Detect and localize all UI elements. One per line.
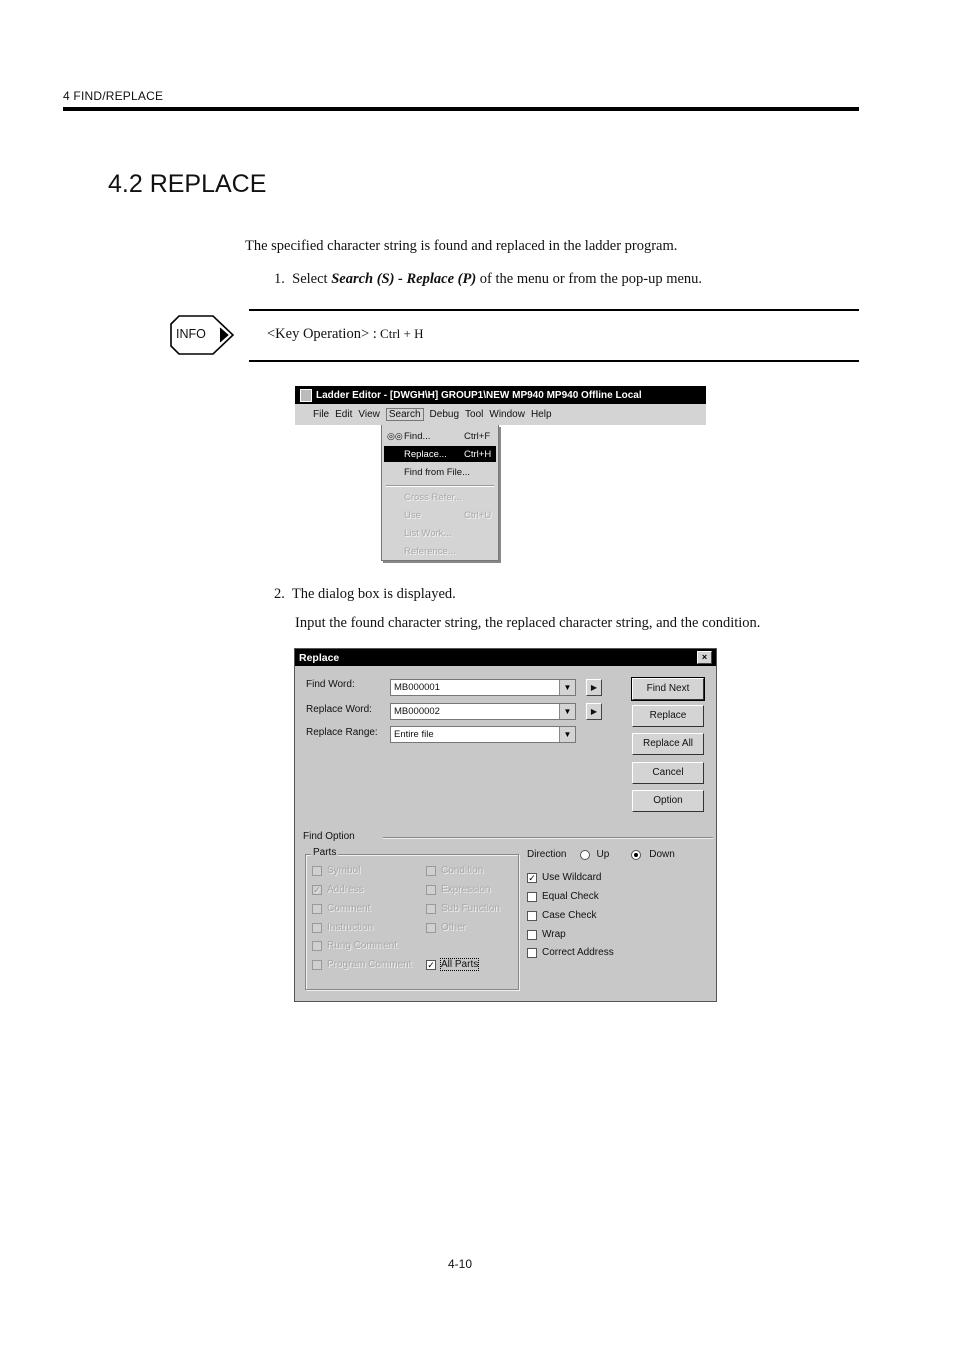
chevron-down-icon[interactable]: ▼ [559, 704, 575, 719]
replace-range-value: Entire file [394, 729, 434, 740]
info-top-rule [249, 309, 859, 311]
menu-search[interactable]: Search [386, 408, 424, 421]
menu-separator [386, 485, 494, 487]
parts-comment-checkbox[interactable]: Comment [312, 903, 370, 914]
menu-tool[interactable]: Tool [465, 409, 484, 420]
menu-window[interactable]: Window [489, 409, 525, 420]
step-2-number: 2. [274, 586, 285, 602]
find-word-combo[interactable] [390, 679, 576, 696]
menu-view[interactable]: View [358, 409, 380, 420]
all-parts-checkbox[interactable]: ✓ All Parts [427, 959, 479, 970]
app-title: Ladder Editor - [DWGH\H] GROUP1\NEW MP940 MP940 Offline Local [316, 389, 642, 401]
info-bottom-rule [249, 360, 859, 362]
menu-help[interactable]: Help [530, 409, 552, 420]
arrow-right-icon: ▶ [590, 707, 598, 716]
direction-up-radio[interactable] [580, 850, 590, 860]
menu-item-replace[interactable]: Replace... Ctrl+H [384, 446, 496, 462]
menu-item-list-work[interactable]: List Work... [404, 527, 452, 539]
step-2-line-2: Input the found character string, the replaced character string, and the condition. [295, 615, 761, 631]
menu-file[interactable]: File [313, 409, 330, 420]
step-1-pre: Select [292, 271, 332, 287]
key-operation-value: Ctrl + H [376, 326, 424, 341]
replace-range-select[interactable] [390, 726, 576, 743]
close-icon[interactable]: × [697, 651, 712, 664]
menu-item-use[interactable]: Use Ctrl+U [404, 509, 492, 521]
chevron-down-icon[interactable]: ▼ [559, 680, 575, 695]
app-icon [300, 389, 312, 402]
page-number: 4-10 [447, 1257, 473, 1271]
parts-instruction-checkbox[interactable]: Instruction [312, 922, 373, 933]
parts-sub-function-checkbox[interactable]: Sub Function [426, 903, 500, 914]
wrap-checkbox[interactable]: Wrap [527, 929, 566, 940]
find-next-button[interactable]: Find Next [632, 678, 704, 700]
find-option-divider [383, 837, 713, 839]
direction-up-label: Up [596, 849, 610, 860]
parts-symbol-checkbox[interactable]: Symbol [312, 865, 360, 876]
menu-debug[interactable]: Debug [429, 409, 460, 420]
direction-down-radio[interactable] [631, 850, 641, 860]
key-operation [267, 325, 423, 343]
parts-label: Parts [313, 847, 337, 858]
replace-all-button[interactable]: Replace All [632, 733, 704, 755]
arrow-right-icon: ▶ [590, 683, 598, 692]
step-1-post: of the menu or from the pop-up menu. [476, 271, 703, 287]
binoculars-icon: ◎◎ [387, 430, 403, 441]
chapter-header: 4 FIND/REPLACE [63, 89, 164, 103]
menu-item-find-from-file[interactable]: Find from File... [404, 466, 470, 478]
replace-button[interactable]: Replace [632, 705, 704, 727]
use-wildcard-checkbox[interactable]: ✓ Use Wildcard [528, 872, 602, 883]
case-check-checkbox[interactable]: Case Check [527, 910, 596, 921]
option-button[interactable]: Option [632, 790, 704, 812]
equal-check-checkbox[interactable]: Equal Check [527, 891, 599, 902]
replace-word-arrow-button[interactable] [586, 703, 602, 720]
step-1 [274, 270, 702, 288]
parts-rung-comment-checkbox[interactable]: Rung Comment [312, 940, 397, 951]
step-2-line-1: The dialog box is displayed. [291, 586, 456, 602]
menu-edit[interactable]: Edit [335, 409, 353, 420]
app-menubar [295, 404, 706, 425]
step-2 [274, 585, 456, 603]
step-1-number: 1. [274, 271, 285, 287]
menu-screenshot [295, 386, 706, 562]
find-word-arrow-button[interactable] [586, 679, 602, 696]
app-titlebar [295, 386, 706, 404]
parts-other-checkbox[interactable]: Other [426, 922, 466, 933]
cancel-button[interactable]: Cancel [632, 762, 704, 784]
header-rule [63, 107, 859, 111]
parts-address-checkbox[interactable]: ✓ Address [313, 884, 364, 895]
search-dropdown [381, 425, 499, 561]
menu-item-find[interactable]: ◎◎ Find... Ctrl+F [387, 430, 491, 442]
correct-address-checkbox[interactable]: Correct Address [527, 947, 614, 958]
dialog-title: Replace [299, 651, 340, 664]
replace-dialog [294, 648, 717, 1002]
replace-word-label: Replace Word: [306, 704, 372, 715]
direction-group [527, 849, 675, 860]
find-option-label: Find Option [303, 831, 355, 842]
info-badge-label: INFO [176, 327, 206, 341]
find-word-label: Find Word: [306, 679, 355, 690]
find-word-value: MB000001 [394, 682, 440, 693]
dialog-titlebar [295, 649, 716, 666]
replace-word-combo[interactable] [390, 703, 576, 720]
chevron-down-icon[interactable]: ▼ [559, 727, 575, 742]
section-title: 4.2 REPLACE [108, 170, 267, 198]
intro-paragraph: The specified character string is found and replaced in the ladder program. [245, 238, 678, 254]
key-operation-label: <Key Operation> : [267, 326, 377, 342]
parts-expression-checkbox[interactable]: Expression [426, 884, 490, 895]
step-1-menu-path: Search (S) - Replace (P) [331, 271, 477, 287]
direction-label: Direction [527, 849, 567, 860]
menu-item-reference[interactable]: Reference... [404, 545, 456, 557]
direction-down-label: Down [649, 849, 675, 860]
menu-item-cross-refer[interactable]: Cross Refer... [404, 491, 463, 503]
replace-word-value: MB000002 [394, 706, 440, 717]
parts-condition-checkbox[interactable]: Condition [426, 865, 483, 876]
parts-program-comment-checkbox[interactable]: Program Comment [312, 959, 411, 970]
replace-range-label: Replace Range: [306, 727, 378, 738]
